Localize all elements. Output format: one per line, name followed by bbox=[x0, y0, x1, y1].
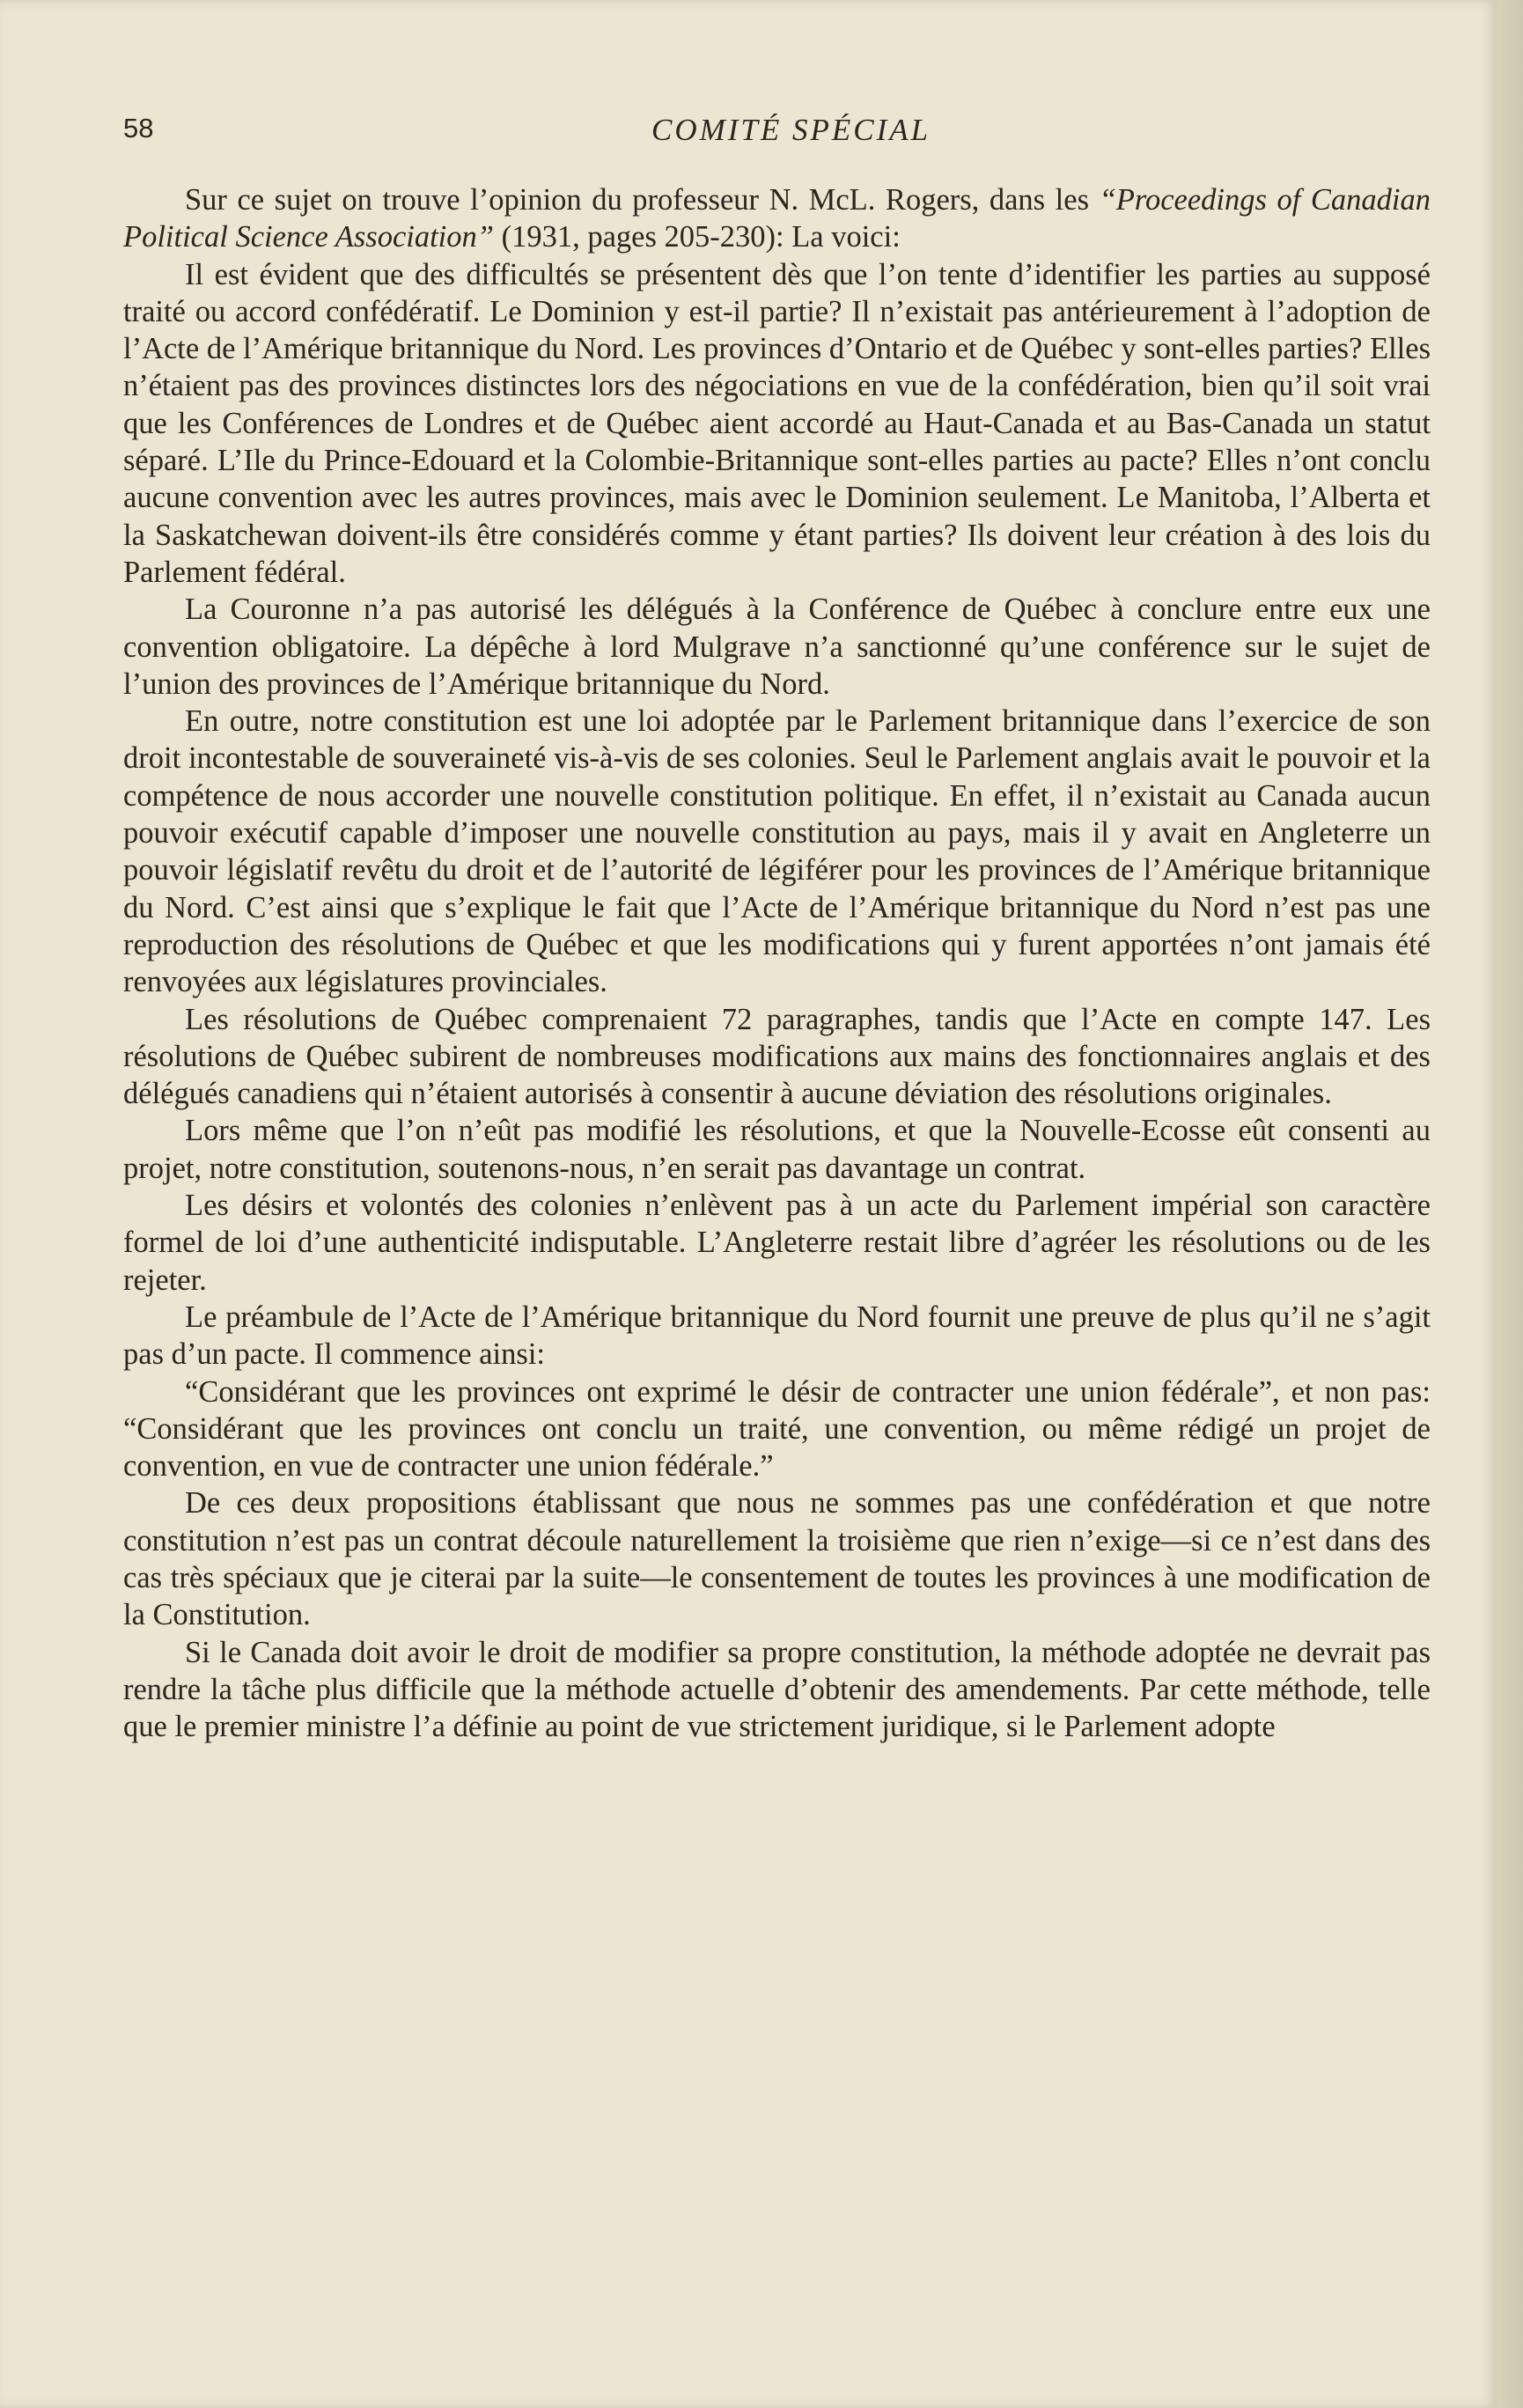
running-header bbox=[123, 113, 1426, 157]
paragraph-1: En outre, notre constitution est une loi adoptée par le Parlement britannique dans l’exercice de son droit incontestable de souveraineté vis-à-vis de ses colonies. Seul le Parlement anglais avait le pouvoir et la compétence de nous accorder une nouvelle constitution politique. En effet, il n’existait au Canada aucun pouvoir exécutif capable d’imposer une nouvelle constitution au pays, mais il y avait en Angleterre un pouvoir législatif revêtu du droit et de l’autorité de légiférer pour les provinces de l’Amérique britannique du Nord. C’est ainsi que s’explique le fait que l’Acte de l’Amérique britannique du Nord n’est pas une reproduction des résolutions de Québec et que les modifications qui y furent apportées n’ont jamais été renvoyées aux législatures provinciales. bbox=[123, 704, 1431, 999]
paragraph-5: Le préambule de l’Acte de l’Amérique britannique du Nord fournit une preuve de plus qu’il ne s’agit pas d’un pacte. Il commence ainsi: bbox=[123, 1300, 1431, 1372]
paragraph-2: Les résolutions de Québec comprenaient 72 paragraphes, tandis que l’Acte en compte 147. Les résolutions de Québec subirent de nombreuses modifications aux mains des fonctionnaires anglais et des délégués canadiens qui n’étaient autorisés à consentir à aucune déviation des résolutions originales. bbox=[123, 1002, 1431, 1111]
intro-paragraph bbox=[123, 181, 1431, 256]
intro-text-after: (1931, pages 205-230): La voici: bbox=[493, 220, 901, 254]
paragraph-3: Lors même que l’on n’eût pas modifié les résolutions, et que la Nouvelle-Ecosse eût consenti au projet, notre constitution, soutenons-nous, n’en serait pas davantage un contrat. bbox=[123, 1114, 1431, 1185]
paragraph-7: De ces deux propositions établissant que nous ne sommes pas une confédération et que notre constitution n’est pas un contrat découle naturellement la troisième que rien n’exige—si ce n’est dans des cas très spéciaux que je citerai par la suite—le consentement de toutes les provinces à une modification de la Constitution. bbox=[123, 1486, 1431, 1632]
page-number: 58 bbox=[123, 113, 154, 144]
paragraph-6: “Considérant que les provinces ont exprimé le désir de contracter une union fédérale”, et non pas: “Considérant que les provinces ont conclu un traité, une convention, ou même rédigé un projet de convention, en vue de contracter une union fédérale.” bbox=[123, 1374, 1431, 1484]
body-text bbox=[123, 181, 1431, 1745]
cited-publication-title: “Proceedings of Canadian Political Science Association” bbox=[123, 183, 1431, 254]
block-quote-paragraph-2: La Couronne n’a pas autorisé les délégués à la Conférence de Québec à conclure entre eux une convention obligatoire. La dépêche à lord Mulgrave n’a sanctionné qu’une conférence sur le sujet de l’union des provinces de l’Amérique britannique du Nord. bbox=[123, 593, 1431, 701]
block-quote-paragraph-1: Il est évident que des difficultés se présentent dès que l’on tente d’identifier les parties au supposé traité ou accord confédératif. Le Dominion y est-il partie? Il n’existait pas antérieurement à l’adoption de l’Acte de l’Amérique britannique du Nord. Les provinces d’Ontario et de Québec y sont-elles parties? Elles n’étaient pas des provinces distinctes lors des négociations en vue de la confédération, bien qu’il soit vrai que les Conférences de Londres et de Québec aient accordé au Haut-Canada et au Bas-Canada un statut séparé. L’Ile du Prince-Edouard et la Colombie-Britannique sont-elles parties au pacte? Elles n’ont conclu aucune convention avec les autres provinces, mais avec le Dominion seulement. Le Manitoba, l’Alberta et la Saskatchewan doivent-ils être considérés comme y étant parties? Ils doivent leur création à des lois du Parlement fédéral. bbox=[123, 257, 1431, 589]
page-edge bbox=[1497, 0, 1523, 2408]
running-title: COMITÉ SPÉCIAL bbox=[651, 113, 931, 147]
intro-text-before: Sur ce sujet on trouve l’opinion du professeur N. McL. Rogers, dans les bbox=[185, 183, 1100, 217]
paragraph-8: Si le Canada doit avoir le droit de modifier sa propre constitution, la méthode adoptée ne devrait pas rendre la tâche plus difficile que la méthode actuelle d’obtenir des amendements. Par cette méthode, telle que le premier ministre l’a définie au point de vue strictement juridique, si le Parlement adopte bbox=[123, 1635, 1431, 1744]
paragraph-4: Les désirs et volontés des colonies n’enlèvent pas à un acte du Parlement impérial son caractère formel de loi d’une authenticité indisputable. L’Angleterre restait libre d’agréer les résolutions ou de les rejeter. bbox=[123, 1189, 1431, 1297]
